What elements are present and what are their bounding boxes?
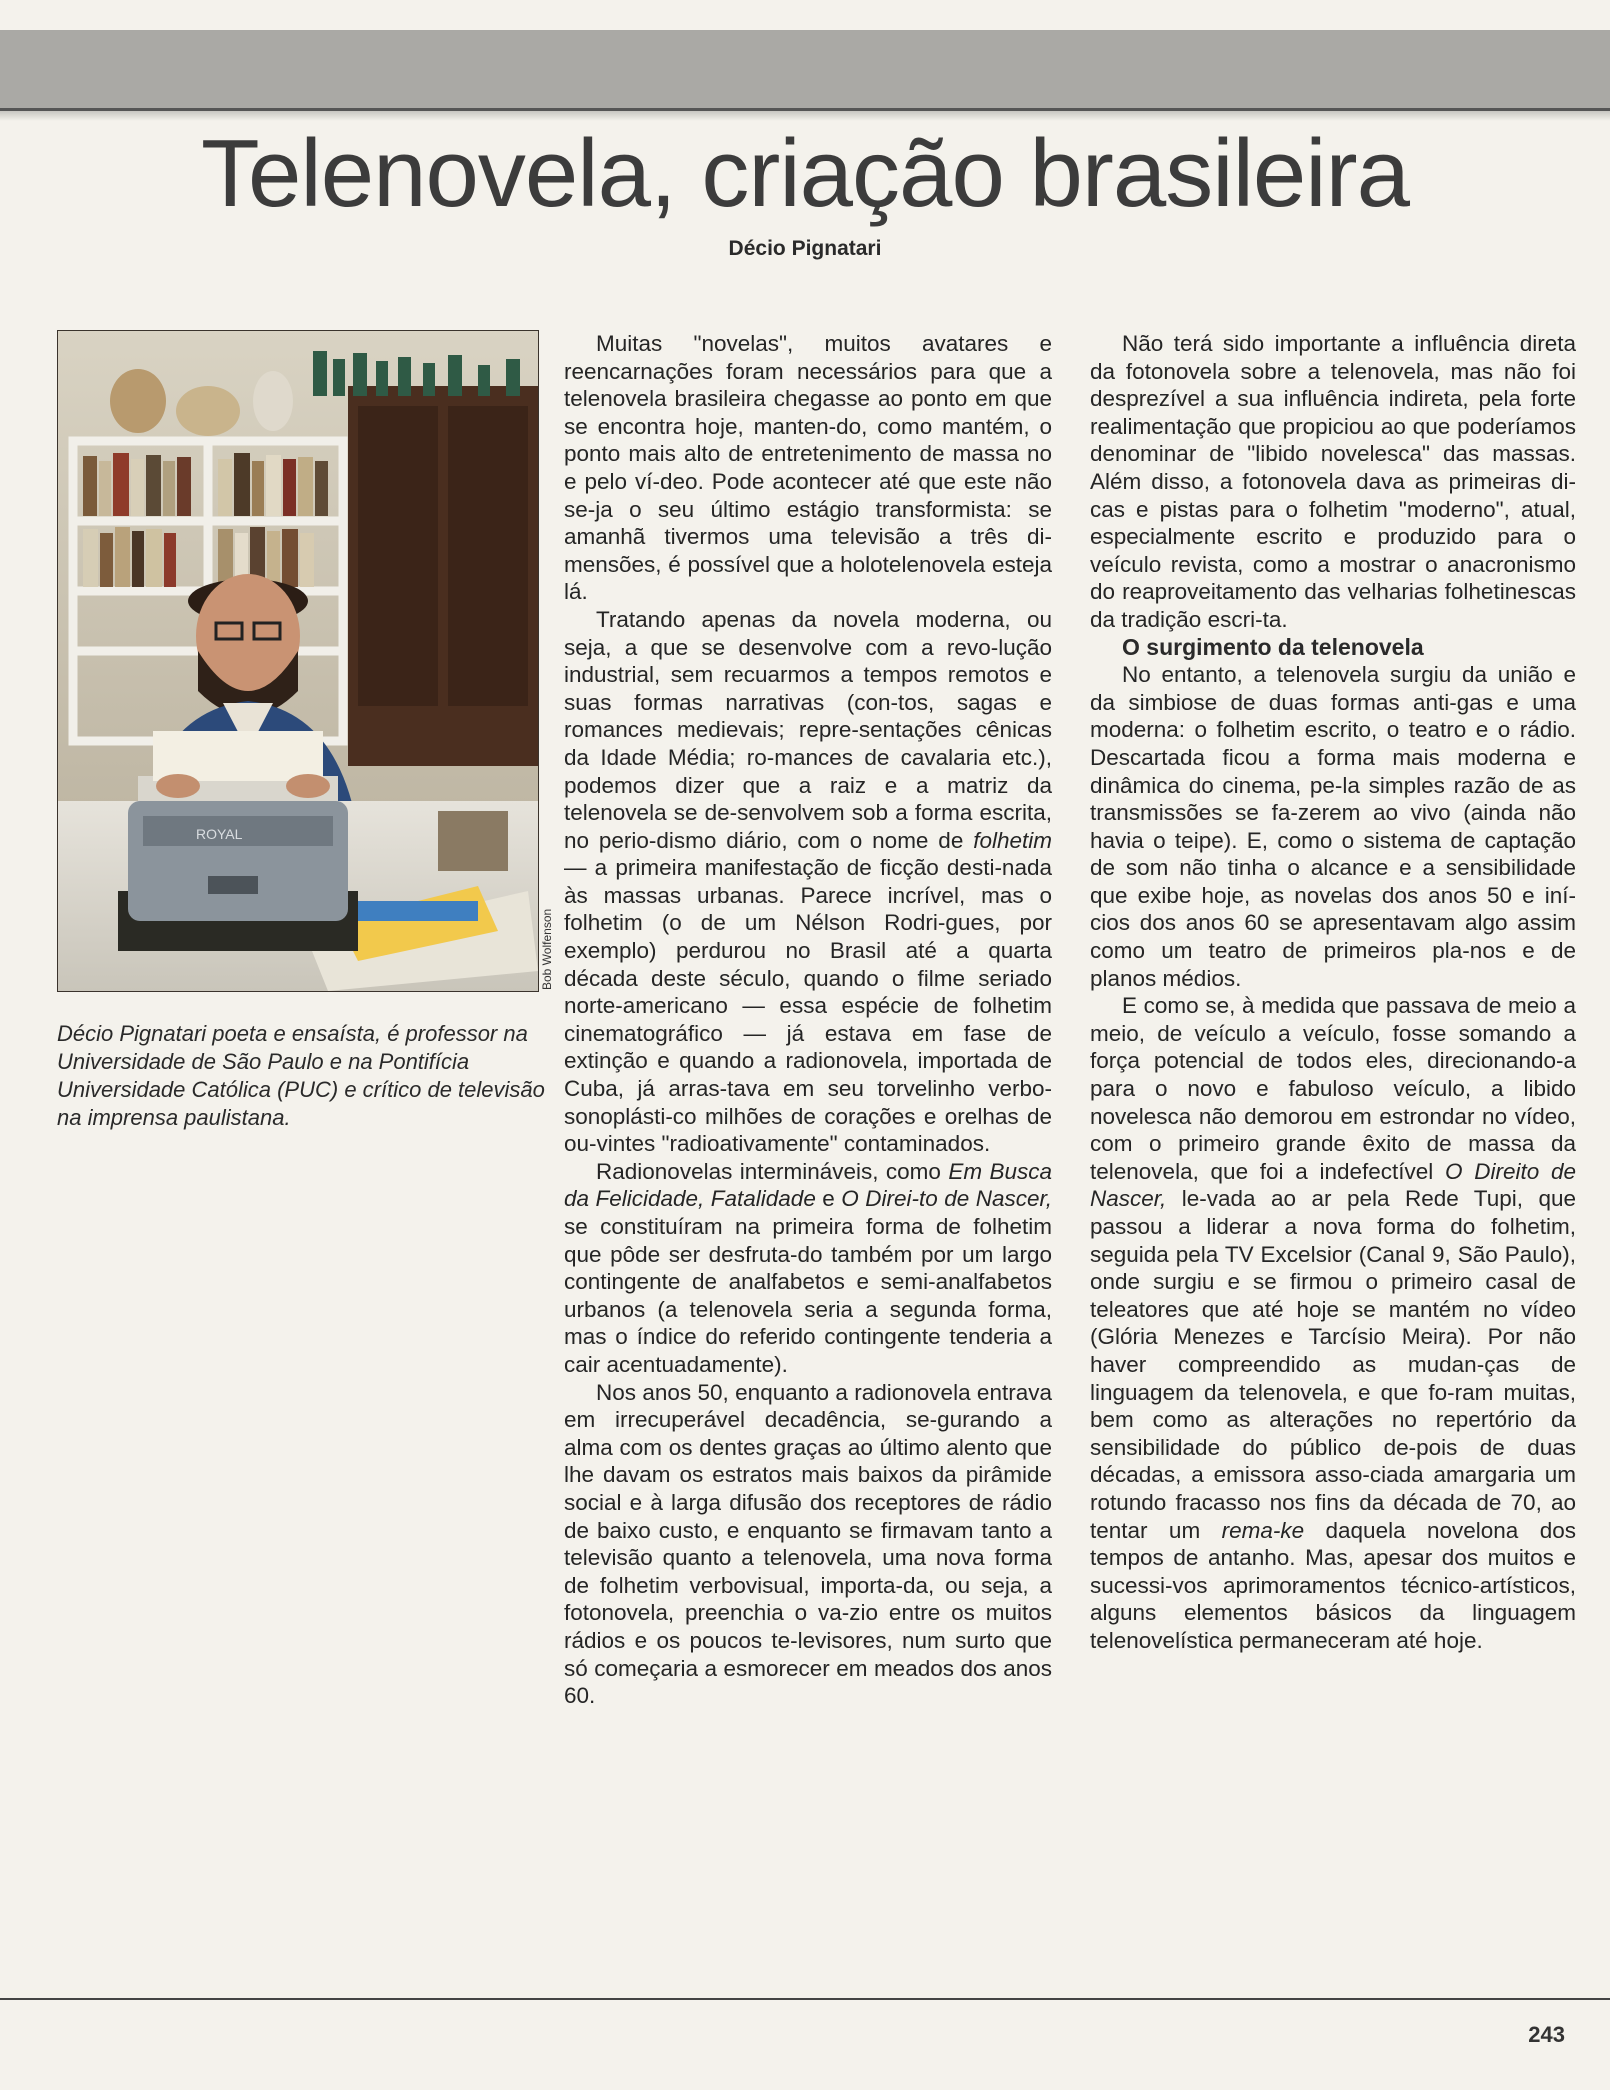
- text-run: Tratando apenas da novela moderna, ou seja, a que se desenvolve com a revo-lução industrial, sem recuarmos a tempos remotos e suas formas narrativas (con-tos, sagas e romances medievais; repre-sentações cênicas da Idade Média; ro-mances de cavalaria etc.), podemos dizer que a raiz e a matriz da telenovela se de-senvolvem sob a forma escrita, no perio-dismo diário, com o nome de: [564, 606, 1052, 853]
- paragraph: No entanto, a telenovela surgiu da união e da simbiose de duas formas anti-gas e uma moderna: o folhetim escrito, o teatro e o rádio. Descartada ficou a forma mais moderna e dinâmica do cinema, pe-la simples razão de as transmissões se fa-zerem ao vivo (ainda não havia o teipe). E, como o sistema de captação de som não tinha o alcance e a sensibilidade que exibe hoje, as novelas dos anos 50 e iní-cios dos anos 60 se apresentavam algo assim como um teatro de primeiros pla-nos e de planos médios.: [1090, 662, 1576, 991]
- article-author: Décio Pignatari: [728, 237, 882, 260]
- text-run: daquela novelona dos tempos de antanho. Mas, apesar dos muitos e sucessi-vos aprimoramentos técnico-artísticos, alguns elementos básicos da linguagem telenovelística permaneceram até hoje.: [1090, 1517, 1576, 1653]
- article-column-2: [564, 330, 1052, 1710]
- text-run-italic: O Direi-to de Nascer,: [841, 1186, 1052, 1212]
- text-run: se constituíram na primeira forma de folhetim que pôde ser desfruta-do também por um largo contingente de analfabetos e semi-analfabetos urbanos (a telenovela seria a segunda forma, mas o índice do referido contingente tenderia a cair acentuadamente).: [564, 1214, 1052, 1377]
- article-column-3: [1090, 330, 1576, 1655]
- author-photo: [57, 330, 539, 992]
- header-band: [0, 30, 1610, 108]
- text-run: Radionovelas intermináveis, como: [596, 1158, 949, 1184]
- paragraph: Nos anos 50, enquanto a radionovela entrava em irrecuperável decadência, se-gurando a alma com os dentes graças ao último alento que lhe davam os estratos mais baixos da pirâmide social e à larga difusão dos receptores de rádio de baixo custo, e enquanto se firmavam tanto a televisão quanto a telenovela, uma nova forma de folhetim verbovisual, importa-da, ou seja, a fotonovela, preenchia o va-zio entre os muitos rádios e os poucos te-levisores, num surto que só começaria a esmorecer em meados dos anos 60.: [564, 1379, 1052, 1709]
- page-number: 243: [1528, 2022, 1565, 2047]
- paragraph: [564, 1158, 1052, 1379]
- text-run-italic: folhetim: [973, 827, 1052, 853]
- text-run-italic: Em Busca da Felicidade, Fatalidade: [564, 1158, 1052, 1212]
- paragraph: Não terá sido importante a influência direta da fotonovela sobre a telenovela, mas não foi desprezível a sua influência indireta, pela forte realimentação que propiciou ao que poderíamos denominar de "libido novelesca" das massas. Além disso, a fotonovela dava as primeiras di-cas e pistas para o folhetim "moderno", atual, especialmente escrito e produzido para o veículo revista, como a mostrar o anacronismo do reaproveitamento das velharias folhetinescas da tradição escri-ta.: [1090, 331, 1576, 632]
- photo-caption: Décio Pignatari poeta e ensaísta, é professor na Universidade de São Paulo e na Pontifícia Universidade Católica (PUC) e crítico de televisão na imprensa paulistana.: [57, 1021, 545, 1130]
- paragraph: [1090, 992, 1576, 1654]
- paragraph: [564, 606, 1052, 1158]
- text-run-italic: rema-ke: [1221, 1517, 1305, 1543]
- text-run: le-vada ao ar pela Rede Tupi, que passou a liderar a nova forma do folhetim, seguida pela TV Excelsior (Canal 9, São Paulo), onde surgiu e se firmou o primeiro casal de teleatores que até hoje se mantém no vídeo (Glória Menezes e Tarcísio Meira). Por não haver compreendido as mudan-ças de linguagem da telenovela, e que fo-ram muitas, bem como as alterações no repertório da sensibilidade do público de-pois de duas décadas, a emissora asso-ciada amargaria um rotundo fracasso nos fins da década de 70, ao tentar um: [1090, 1186, 1576, 1543]
- section-heading: O surgimento da telenovela: [1122, 633, 1424, 660]
- text-run: e: [815, 1186, 842, 1212]
- text-run: E como se, à medida que passava de meio a meio, de veículo a veículo, fosse somando a força potencial de todos eles, direcionando-a para o novo e fabuloso veículo, a libido novelesca não demorou em estrondar no vídeo, com o primeiro grande êxito de massa da telenovela, que foi a indefectível: [1090, 993, 1576, 1184]
- typewriter-brand: ROYAL: [196, 826, 243, 842]
- paragraph: Muitas "novelas", muitos avatares e reencarnações foram necessários para que a telenovela brasileira chegasse ao ponto em que se encontra hoje, manten-do, como mantém, o ponto mais alto de entretenimento de massa no e pelo ví-deo. Pode acontecer até que este não se-ja o seu último estágio transformista: se amanhã tivermos uma televisão a três di-mensões, é possível que a holotelenovela esteja lá.: [564, 331, 1052, 605]
- photo-credit: Bob Wolfenson: [540, 908, 554, 990]
- text-run: — a primeira manifestação de ficção desti-nada às massas urbanas. Parece incrível, mas o folhetim (o de um Nélson Rodri-gues, por exemplo) perdurou no Brasil até a quarta década deste século, quando o filme seriado norte-americano — essa espécie de folhetim cinematográfico — já estava em fase de extinção e quando a radionovela, importada de Cuba, já arras-tava em seu torvelinho verbo-sonoplásti-co milhões de corações e orelhas de ou-vintes "radioativamente" contaminados.: [564, 855, 1052, 1157]
- article-title: Telenovela, criação brasileira: [201, 120, 1409, 227]
- author-photo-illustration: [58, 331, 538, 991]
- footer-rule: [0, 1998, 1610, 2000]
- text-run-italic: O Direito de Nascer,: [1090, 1158, 1576, 1212]
